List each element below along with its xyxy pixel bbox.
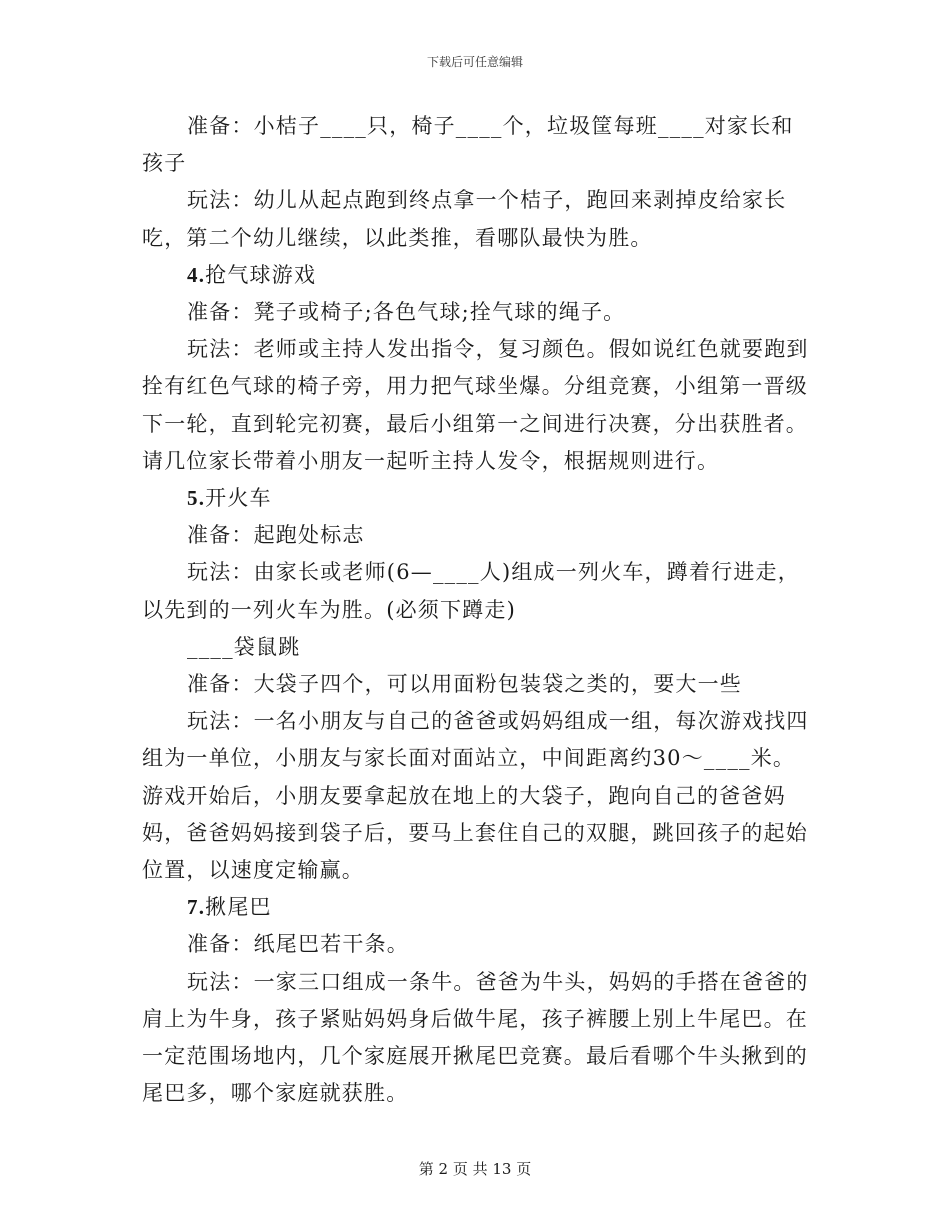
section-7-play: 玩法：一家三口组成一条牛。爸爸为牛头，妈妈的手搭在爸爸的肩上为牛身，孩子紧贴妈妈身后做牛尾，孩子裤腰上别上牛尾巴。在一定范围场地内，几个家庭展开揪尾巴竞赛。最后看哪个牛头揪到的尾巴多，哪个家庭就获胜。 xyxy=(142,969,809,1106)
section-4-prep: 准备：凳子或椅子;各色气球;拴气球的绳子。 xyxy=(187,300,626,325)
section-3-play: 玩法：幼儿从起点跑到终点拿一个桔子，跑回来剥掉皮给家长吃，第二个幼儿继续，以此类推，看哪队最快为胜。 xyxy=(142,188,787,250)
section-6-heading: ____袋鼠跳 xyxy=(187,634,301,659)
section-5-heading xyxy=(142,480,810,517)
section-4-title: 抢气球游戏 xyxy=(205,262,317,287)
section-7-prep: 准备：纸尾巴若干条。 xyxy=(187,932,409,957)
section-5-play: 玩法：由家长或老师(6—____人)组成一列火车，蹲着行进走，以先到的一列火车为胜。(必须下蹲走) xyxy=(142,560,800,622)
section-4-play: 玩法：老师或主持人发出指令，复习颜色。假如说红色就要跑到拴有红色气球的椅子旁，用力把气球坐爆。分组竞赛，小组第一晋级下一轮，直到轮完初赛，最后小组第一之间进行决赛，分出获胜者。请几位家长带着小朋友一起听主持人发令，根据规则进行。 xyxy=(142,337,809,473)
section-6-play: 玩法：一名小朋友与自己的爸爸或妈妈组成一组，每次游戏找四组为一单位，小朋友与家长面对面站立，中间距离约30～____米。游戏开始后，小朋友要拿起放在地上的大袋子，跑向自己的爸爸妈妈，爸爸妈妈接到袋子后，要马上套住自己的双腿，跳回孩子的起始位置，以速度定输赢。 xyxy=(142,709,809,883)
section-5-number: 5. xyxy=(187,486,206,511)
section-4-heading xyxy=(142,257,810,294)
document-body xyxy=(142,108,810,1112)
page-header: 下载后可任意编辑 xyxy=(426,55,523,69)
section-7-heading xyxy=(142,889,810,926)
section-3-prep: 准备：小桔子____只，椅子____个，垃圾筐每班____对家长和孩子 xyxy=(142,114,794,176)
section-5-title: 开火车 xyxy=(205,486,272,511)
section-7-title: 揪尾巴 xyxy=(205,895,272,920)
section-6-prep: 准备：大袋子四个，可以用面粉包装袋之类的，要大一些 xyxy=(187,672,742,697)
section-5-prep: 准备：起跑处标志 xyxy=(187,523,365,548)
page-footer: 第 2 页 共 13 页 xyxy=(418,1160,532,1178)
section-7-number: 7. xyxy=(187,895,206,920)
section-4-number: 4. xyxy=(187,262,206,287)
